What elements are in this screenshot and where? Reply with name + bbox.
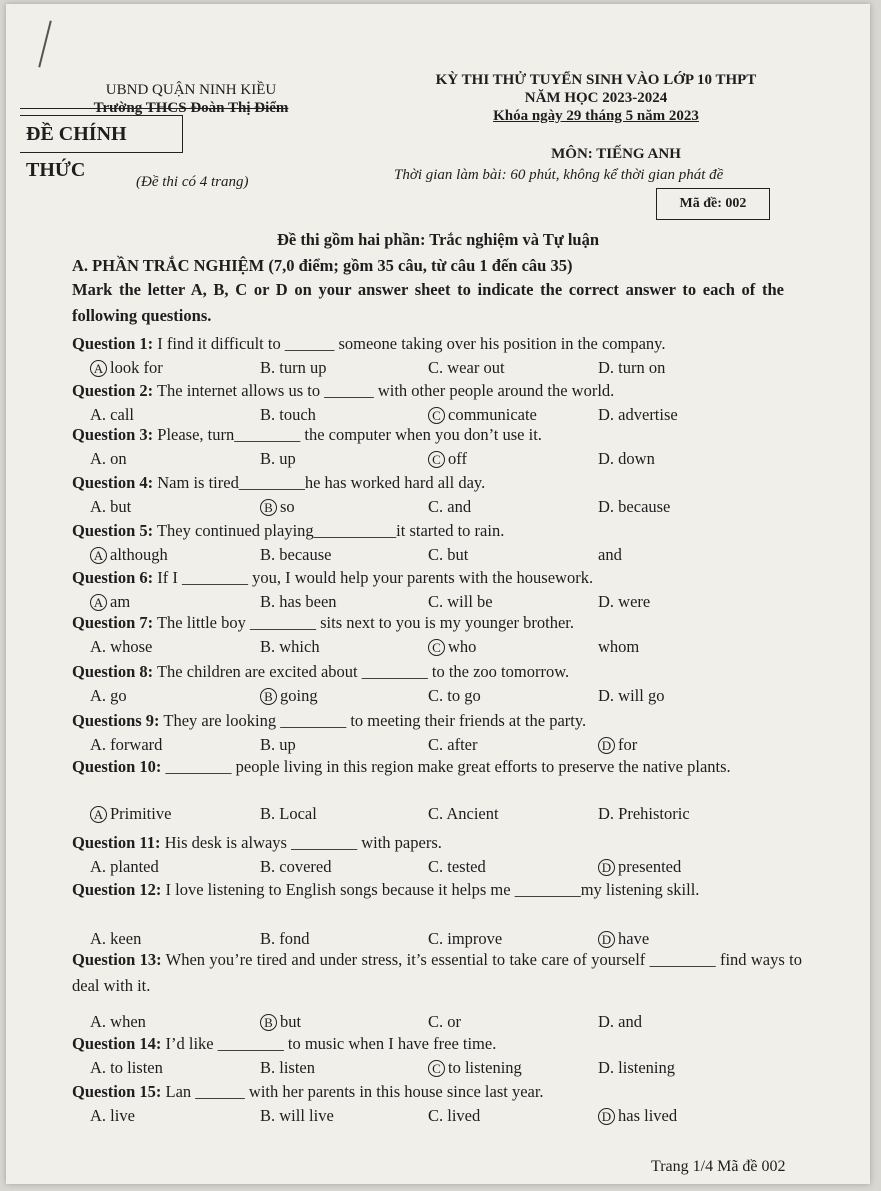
option-text: A. to listen — [90, 1058, 163, 1077]
option-b — [260, 735, 296, 755]
question-label: Questions 9: — [72, 711, 160, 730]
circled-answer-mark: A — [90, 360, 107, 377]
question-label: Question 6: — [72, 568, 154, 587]
question-text: They are looking ________ to meeting their friends at the party. — [159, 711, 587, 730]
circled-answer-mark: A — [90, 806, 107, 823]
option-d — [598, 637, 639, 657]
option-d — [598, 358, 665, 378]
option-text: C. tested — [428, 857, 486, 876]
school-name: Trường THCS Đoàn Thị Điểm — [93, 100, 289, 116]
option-text: C. improve — [428, 929, 503, 948]
option-c — [428, 545, 468, 565]
question-text: The little boy ________ sits next to you is my younger brother. — [153, 613, 575, 632]
question-text: If I ________ you, I would help your parents with the housework. — [153, 568, 594, 587]
option-b — [260, 1106, 334, 1126]
question-15 — [72, 1082, 544, 1102]
option-text: A. whose — [90, 637, 153, 656]
option-b — [260, 592, 337, 612]
question-text: ________ people living in this region make great efforts to preserve the native plants. — [161, 757, 731, 776]
option-c — [428, 735, 477, 755]
question-label: Question 8: — [72, 662, 154, 681]
exam-title: KỲ THI THỬ TUYỂN SINH VÀO LỚP 10 THPT — [435, 72, 757, 88]
option-a — [90, 735, 162, 755]
option-d — [598, 1012, 642, 1032]
option-text: D. were — [598, 592, 651, 611]
option-text: C. but — [428, 545, 469, 564]
option-a — [90, 804, 171, 824]
option-a — [90, 1106, 135, 1126]
option-text: D. will go — [598, 686, 665, 705]
circled-answer-mark: C — [428, 451, 445, 468]
time-limit: Thời gian làm bài: 60 phút, không kể thời gian phát đề — [394, 167, 724, 183]
option-text: C. lived — [428, 1106, 481, 1125]
option-b — [260, 686, 318, 706]
option-c — [428, 637, 476, 657]
option-text: B. because — [260, 545, 332, 564]
option-b — [260, 545, 331, 565]
question-text: Lan ______ with her parents in this house since last year. — [161, 1082, 544, 1101]
question-text: Nam is tired________he has worked hard all day. — [153, 473, 486, 492]
option-text: B. fond — [260, 929, 310, 948]
option-a — [90, 405, 134, 425]
option-text: Primitive — [110, 804, 172, 823]
option-text: A. on — [90, 449, 127, 468]
exam-date: Khóa ngày 29 tháng 5 năm 2023 — [493, 108, 699, 124]
question-text: His desk is always ________ with papers. — [160, 833, 442, 852]
option-d — [598, 735, 637, 755]
option-a — [90, 1058, 163, 1078]
option-text: A. forward — [90, 735, 163, 754]
instruction: Mark the letter A, B, C or D on your answer sheet to indicate the correct answer to each of the following questions. — [72, 280, 784, 325]
option-text: C. or — [428, 1012, 461, 1031]
circled-answer-mark: C — [428, 639, 445, 656]
question-1 — [72, 334, 666, 354]
option-d — [598, 1058, 675, 1078]
question-text: I’d like ________ to music when I have free time. — [161, 1034, 497, 1053]
option-b — [260, 637, 320, 657]
option-b — [260, 405, 316, 425]
question-12 — [72, 877, 802, 903]
question-8 — [72, 662, 569, 682]
question-13 — [72, 947, 802, 999]
option-text: and — [598, 545, 622, 564]
option-d — [598, 804, 690, 824]
circled-answer-mark: D — [598, 737, 615, 754]
option-text: whom — [598, 637, 640, 656]
school-year: NĂM HỌC 2023-2024 — [524, 90, 668, 106]
option-text: who — [448, 637, 477, 656]
pen-mark — [38, 20, 52, 67]
question-label: Question 13: — [72, 950, 162, 969]
option-text: D. because — [598, 497, 671, 516]
subject: MÔN: TIẾNG ANH — [551, 146, 681, 162]
option-d — [598, 449, 655, 469]
option-c — [428, 1012, 461, 1032]
option-c — [428, 804, 499, 824]
option-text: A. call — [90, 405, 134, 424]
option-text: C. will be — [428, 592, 493, 611]
option-b — [260, 449, 296, 469]
question-label: Question 12: — [72, 880, 162, 899]
option-c — [428, 929, 502, 949]
option-a — [90, 637, 152, 657]
page-footer: Trang 1/4 Mã đề 002 — [651, 1158, 786, 1175]
option-b — [260, 497, 295, 517]
question-label: Question 3: — [72, 425, 154, 444]
option-text: to listening — [448, 1058, 522, 1077]
option-text: C. after — [428, 735, 478, 754]
option-c — [428, 449, 467, 469]
option-b — [260, 929, 310, 949]
question-3 — [72, 425, 542, 445]
option-text: A. planted — [90, 857, 159, 876]
option-c — [428, 686, 481, 706]
option-d — [598, 497, 670, 517]
circled-answer-mark: B — [260, 688, 277, 705]
option-text: B. covered — [260, 857, 332, 876]
option-text: D. listening — [598, 1058, 675, 1077]
option-d — [598, 405, 678, 425]
option-c — [428, 358, 505, 378]
question-6 — [72, 568, 593, 588]
option-a — [90, 592, 130, 612]
option-d — [598, 929, 649, 949]
option-a — [90, 857, 159, 877]
option-text: D. advertise — [598, 405, 678, 424]
option-text: C. to go — [428, 686, 481, 705]
option-text: B. will live — [260, 1106, 334, 1125]
option-text: D. Prehistoric — [598, 804, 690, 823]
option-b — [260, 804, 317, 824]
question-14 — [72, 1034, 496, 1054]
question-11 — [72, 833, 442, 853]
option-text: B. listen — [260, 1058, 316, 1077]
option-a — [90, 358, 163, 378]
exam-page — [6, 4, 870, 1184]
question-label: Question 14: — [72, 1034, 162, 1053]
option-d — [598, 686, 664, 706]
option-text: B. turn up — [260, 358, 327, 377]
option-a — [90, 1012, 146, 1032]
option-text: C. Ancient — [428, 804, 499, 823]
circled-answer-mark: B — [260, 1014, 277, 1031]
option-text: but — [280, 1012, 302, 1031]
district-name: UBND QUẬN NINH KIỀU — [105, 82, 277, 98]
option-text: going — [280, 686, 318, 705]
option-text: have — [618, 929, 650, 948]
question-text: I love listening to English songs because it helps me ________my listening skill. — [161, 880, 700, 899]
circled-answer-mark: C — [428, 407, 445, 424]
option-text: B. up — [260, 735, 296, 754]
circled-answer-mark: A — [90, 547, 107, 564]
option-text: C. wear out — [428, 358, 505, 377]
option-b — [260, 1058, 315, 1078]
exam-intro: Đề thi gồm hai phần: Trắc nghiệm và Tự luận — [276, 230, 600, 249]
option-text: presented — [618, 857, 682, 876]
question-10 — [72, 754, 802, 780]
option-d — [598, 1106, 677, 1126]
section-a-title: A. PHẦN TRẮC NGHIỆM (7,0 điểm; gồm 35 câu, từ câu 1 đến câu 35) — [72, 256, 573, 275]
question-label: Question 1: — [72, 334, 154, 353]
circled-answer-mark: D — [598, 1108, 615, 1125]
option-text: B. touch — [260, 405, 316, 424]
option-text: B. Local — [260, 804, 317, 823]
option-text: B. which — [260, 637, 320, 656]
option-a — [90, 545, 168, 565]
option-text: has lived — [618, 1106, 678, 1125]
official-label: ĐỀ CHÍNH THỨC — [20, 115, 183, 153]
question-9 — [72, 711, 586, 731]
circled-answer-mark: D — [598, 931, 615, 948]
option-text: D. turn on — [598, 358, 666, 377]
question-7 — [72, 613, 574, 633]
option-text: A. but — [90, 497, 132, 516]
option-a — [90, 929, 141, 949]
option-c — [428, 1058, 522, 1078]
option-text: look for — [110, 358, 163, 377]
option-text: communicate — [448, 405, 537, 424]
circled-answer-mark: C — [428, 1060, 445, 1077]
option-text: A. live — [90, 1106, 135, 1125]
option-b — [260, 358, 326, 378]
question-label: Question 15: — [72, 1082, 162, 1101]
option-text: D. and — [598, 1012, 642, 1031]
option-text: so — [280, 497, 295, 516]
option-text: B. has been — [260, 592, 337, 611]
option-c — [428, 857, 486, 877]
question-2 — [72, 381, 614, 401]
question-label: Question 2: — [72, 381, 154, 400]
option-text: although — [110, 545, 168, 564]
option-d — [598, 545, 622, 565]
option-c — [428, 405, 537, 425]
option-d — [598, 857, 681, 877]
circled-answer-mark: B — [260, 499, 277, 516]
question-text: The internet allows us to ______ with other people around the world. — [153, 381, 615, 400]
option-c — [428, 1106, 480, 1126]
question-text: I find it difficult to ______ someone taking over his position in the company. — [153, 334, 666, 353]
option-a — [90, 449, 127, 469]
pages-note: (Đề thi có 4 trang) — [136, 174, 249, 190]
option-a — [90, 686, 127, 706]
option-d — [598, 592, 650, 612]
option-b — [260, 857, 331, 877]
option-text: D. down — [598, 449, 655, 468]
option-text: B. up — [260, 449, 296, 468]
circled-answer-mark: D — [598, 859, 615, 876]
question-label: Question 11: — [72, 833, 161, 852]
option-text: off — [448, 449, 467, 468]
option-text: C. and — [428, 497, 472, 516]
question-label: Question 7: — [72, 613, 154, 632]
question-label: Question 10: — [72, 757, 162, 776]
option-a — [90, 497, 131, 517]
option-text: A. keen — [90, 929, 142, 948]
question-label: Question 5: — [72, 521, 154, 540]
question-text: Please, turn________ the computer when you don’t use it. — [153, 425, 542, 444]
option-text: for — [618, 735, 638, 754]
question-text: The children are excited about ________ to the zoo tomorrow. — [153, 662, 570, 681]
question-label: Question 4: — [72, 473, 154, 492]
question-text: When you’re tired and under stress, it’s essential to take care of yourself ________ find ways to deal with it. — [72, 950, 802, 995]
exam-code: Mã đề: 002 — [656, 188, 770, 220]
question-5 — [72, 521, 504, 541]
question-text: They continued playing__________it started to rain. — [153, 521, 505, 540]
option-b — [260, 1012, 301, 1032]
option-text: am — [110, 592, 131, 611]
circled-answer-mark: A — [90, 594, 107, 611]
option-c — [428, 497, 471, 517]
question-4 — [72, 473, 485, 493]
option-text: A. when — [90, 1012, 146, 1031]
option-text: A. go — [90, 686, 127, 705]
option-c — [428, 592, 493, 612]
